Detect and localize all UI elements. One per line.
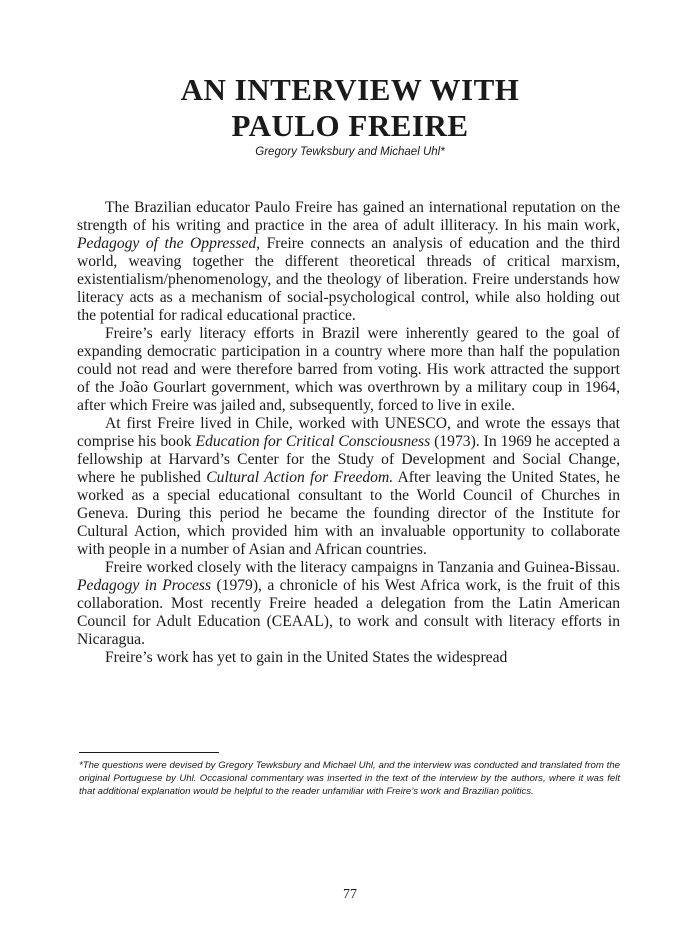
title-line-1: AN INTERVIEW WITH xyxy=(180,72,520,107)
body-paragraph xyxy=(77,325,620,415)
article-authors: Gregory Tewksbury and Michael Uhl* xyxy=(255,146,445,158)
paragraph-text: Freire’s early literacy efforts in Brazil were inherently geared to the goal of expanding democratic participation in a country where more than half the population could not read and were therefore barred from voting. His work attracted the support of the João Gourlart government, which was overthrown by a military coup in 1964, after which Freire was jailed and, subsequently, forced to live in exile. xyxy=(77,325,620,414)
paragraph-text: (1979), a chronicle of his West Africa work, is the fruit of this collaboration. Most recently Freire headed a delegation from the Latin American Council for Adult Education (CEAAL), to work and consult with literacy efforts in Nicaragua. xyxy=(77,577,620,648)
footnote-divider xyxy=(79,752,219,753)
article-body xyxy=(77,199,620,667)
body-paragraph xyxy=(77,649,620,667)
book-title: Pedagogy in Process xyxy=(77,577,212,594)
paragraph-text: (1973). In 1969 he accepted a fellowship at Harvard’s Center for the Study of Development and Social Change, where he published xyxy=(77,433,620,486)
paragraph-text: The Brazilian educator Paulo Freire has gained an international reputation on the strength of his writing and practice in the area of adult illiteracy. In his main work, xyxy=(77,199,620,234)
body-paragraph xyxy=(77,199,620,325)
body-paragraph xyxy=(77,559,620,649)
paragraph-text: Freire’s work has yet to gain in the United States the widespread xyxy=(105,649,508,666)
paragraph-text: Freire worked closely with the literacy campaigns in Tanzania and Guinea-Bissau. xyxy=(105,559,620,576)
body-paragraph xyxy=(77,415,620,559)
paragraph-text: At first Freire lived in Chile, worked with UNESCO, and wrote the essays that comprise his book xyxy=(77,415,620,450)
page-number: 77 xyxy=(343,887,357,902)
article-title xyxy=(0,72,700,144)
paragraph-text: Freire connects an analysis of education and the third world, weaving together the different theoretical threads of critical marxism, existentialism/phenomenology, and the theology of liberation. Freire understands how literacy acts as a mechanism of social-psychological control, while also holding out the potential for radical educational practice. xyxy=(77,235,620,324)
paragraph-text: After leaving the United States, he worked as a special educational consultant to the World Council of Churches in Geneva. During this period he became the founding director of the Institute for Cultural Action, which provided him with an invaluable opportunity to collaborate with people in a number of Asian and African countries. xyxy=(77,469,620,558)
book-title: Cultural Action for Freedom. xyxy=(206,469,394,486)
title-line-2: PAULO FREIRE xyxy=(231,108,469,143)
book-title: Education for Critical Consciousness xyxy=(195,433,431,450)
book-title: Pedagogy of the Oppressed, xyxy=(77,235,261,252)
footnote: *The questions were devised by Gregory Tewksbury and Michael Uhl, and the interview was conducted and translated from the original Portuguese by Uhl. Occasional commentary was inserted in the text of the interview by the authors, where it was felt that additional explanation would be helpful to the reader unfamiliar with Freire’s work and Brazilian politics. xyxy=(79,760,620,797)
